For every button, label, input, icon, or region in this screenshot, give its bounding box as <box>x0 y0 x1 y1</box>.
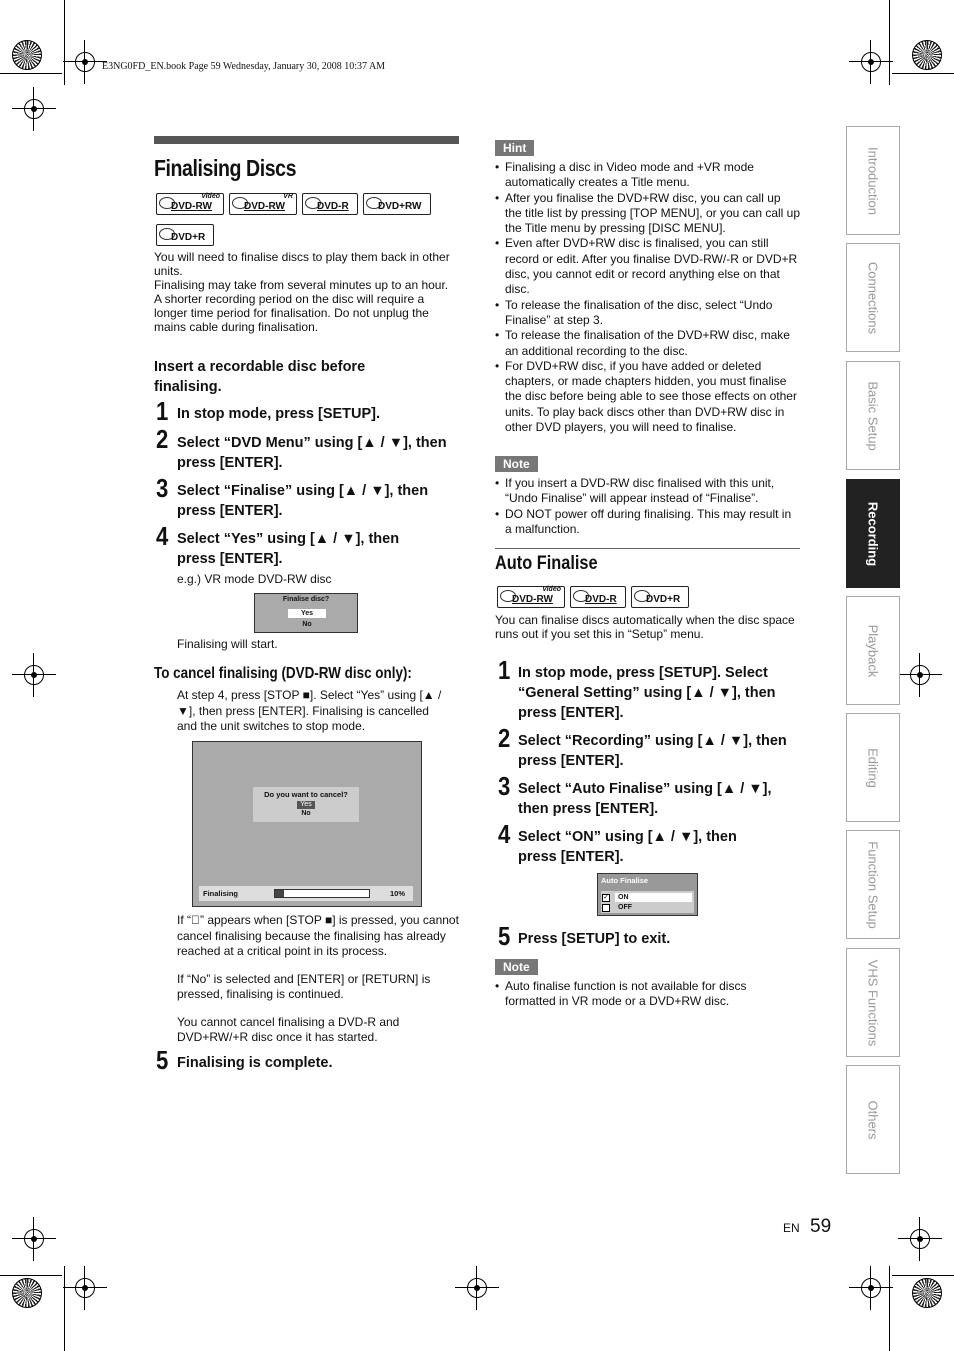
registration-rosette <box>12 40 42 70</box>
dvd-r-logo: DVD-R <box>570 586 626 608</box>
crosshair-mark <box>63 40 107 84</box>
off-option[interactable] <box>601 903 694 912</box>
crop-line <box>0 1275 62 1276</box>
dvd-rw-video-logo: Video DVD-RW <box>497 586 565 608</box>
print-header: E3NG0FD_EN.book Page 59 Wednesday, January 30, 2008 10:37 AM <box>102 61 386 72</box>
crosshair-mark <box>12 653 56 697</box>
cancel-notes: If “⃠” appears when [STOP ■] is pressed, you cannot cancel finalising because the finalising has already reached at a critical point in its process. If “No” is selected and [ENTER] or [RETURN] is pressed, finalising is continued. You cannot cancel finalising a DVD-R and DVD+RW/+R disc once it has started. <box>177 913 459 1044</box>
page-title: Finalising Discs <box>154 155 297 181</box>
step-text: Press [SETUP] to exit. <box>518 931 671 947</box>
step-number: 3 <box>498 771 511 801</box>
progress-bar <box>274 889 370 898</box>
cancel-dialog-screen <box>192 741 422 907</box>
tab-editing[interactable]: Editing <box>846 713 900 822</box>
auto-intro: You can finalise discs automatically when the disc space runs out if you set this in “Setup” menu. <box>495 613 795 641</box>
crosshair-mark <box>12 87 56 131</box>
title-bar <box>154 136 459 144</box>
hint-label: Hint <box>495 140 534 156</box>
page-language: EN <box>783 1221 800 1235</box>
cancel-dialog-box <box>253 787 359 822</box>
crosshair-mark <box>455 1266 499 1310</box>
note-label: Note <box>495 959 538 975</box>
example-caption: e.g.) VR mode DVD-RW disc <box>177 572 332 586</box>
crop-line <box>889 1266 890 1351</box>
section-title: Auto Finalise <box>495 553 598 574</box>
step-number: 1 <box>498 655 511 685</box>
progress-label: Finalising <box>203 889 239 898</box>
step-text: Select “DVD Menu” using [▲ / ▼], then press [ENTER]. <box>177 435 447 471</box>
step-number: 2 <box>156 424 169 454</box>
crosshair-mark <box>849 40 893 84</box>
dvd-rw-video-logo: Video DVD-RW <box>156 193 224 215</box>
progress-fill <box>275 890 284 897</box>
step-number: 4 <box>498 819 511 849</box>
crop-line <box>892 1275 954 1276</box>
cancel-heading: To cancel finalising (DVD-RW disc only): <box>154 665 412 682</box>
dvd-r-logo: DVD-R <box>302 193 358 215</box>
intro-text: You will need to finalise discs to play them back in other units. Finalising may take from several minutes up to an hour. A shorter recording period on the disc will require a longer time period for finalisation. Do not unplug the mains cable during finalisation. <box>154 250 450 334</box>
progress-percent: 10% <box>389 889 405 898</box>
dvd-plus-rw-logo: DVD+RW <box>363 193 431 215</box>
crop-line <box>0 73 62 74</box>
tab-others[interactable]: Others <box>846 1065 900 1174</box>
step-number: 5 <box>498 921 511 951</box>
no-option[interactable]: No <box>302 621 312 628</box>
progress-strip <box>199 886 413 901</box>
checkbox-empty-icon <box>602 904 610 912</box>
menu-title: Auto Finalise <box>601 876 649 885</box>
note-label: Note <box>495 456 538 472</box>
step-number: 5 <box>156 1045 169 1075</box>
tab-introduction[interactable]: Introduction <box>846 126 900 235</box>
crop-line <box>64 1266 65 1351</box>
step-text: Select “Recording” using [▲ / ▼], then press [ENTER]. <box>518 733 787 769</box>
dvd-plus-r-logo: DVD+R <box>156 224 214 246</box>
step-number: 2 <box>498 723 511 753</box>
will-start-text: Finalising will start. <box>177 637 278 651</box>
step-text: Select “ON” using [▲ / ▼], then press [ENTER]. <box>518 829 737 865</box>
cancel-text: At step 4, press [STOP ■]. Select “Yes” using [▲ / ▼], then press [ENTER]. Finalising is cancelled and the unit switches to stop mode. <box>177 688 442 733</box>
step-number: 1 <box>156 396 169 426</box>
dvd-rw-vr-logo: VR DVD-RW <box>229 193 297 215</box>
crop-line <box>892 73 954 74</box>
crop-line <box>889 0 890 85</box>
off-option-label: OFF <box>618 904 632 911</box>
tab-basic-setup[interactable]: Basic Setup <box>846 361 900 470</box>
step-text: Select “Yes” using [▲ / ▼], then press [ENTER]. <box>177 531 400 567</box>
crosshair-mark <box>898 653 942 697</box>
yes-option[interactable]: Yes <box>297 801 315 809</box>
page-number: 59 <box>810 1216 832 1237</box>
checkbox-checked-icon: ✓ <box>603 894 609 901</box>
crosshair-mark <box>898 1217 942 1261</box>
dialog-title: Do you want to cancel? <box>264 790 348 799</box>
step-number: 4 <box>156 521 169 551</box>
tab-function-setup[interactable]: Function Setup <box>846 830 900 939</box>
hint-list: • Finalising a disc in Video mode and +VR mode automatically creates a Title menu. • After you finalise the DVD+RW disc, you can call up the title list by pressing [TOP MENU], or you can call up the Title menu by pressing [DISC MENU]. • Even after DVD+RW disc is finalised, you can still record or edit. After you finalise DVD-RW/-R or DVD+R disc, you cannot edit or record anything else on that disc. • To release the finalisation of the disc, select “Undo Finalise” at step 3. • To release the finalisation of the DVD+RW disc, make an additional recording to the disc. • For DVD+RW disc, if you have added or deleted chapters, or made chapters hidden, you must finalise the disc before being able to see those effects on other units. To play back discs other than DVD+RW disc in other DVD players, you will need to finalise. <box>495 160 800 435</box>
dvd-plus-r-logo: DVD+R <box>631 586 689 608</box>
tab-playback[interactable]: Playback <box>846 596 900 705</box>
tab-recording[interactable]: Recording <box>846 479 900 588</box>
note-list: • If you insert a DVD-RW disc finalised with this unit, “Undo Finalise” will appear instead of “Finalise”. • DO NOT power off during finalising. This may result in a malfunction. <box>495 476 800 537</box>
insert-heading: Insert a recordable disc before finalising. <box>154 359 366 395</box>
crosshair-mark <box>12 1217 56 1261</box>
crosshair-mark <box>63 1266 107 1310</box>
on-option-label: ON <box>615 893 692 902</box>
section-divider <box>495 548 800 549</box>
menu-options <box>601 891 694 913</box>
no-option[interactable]: No <box>301 810 311 817</box>
note-list: • Auto finalise function is not available for discs formatted in VR mode or a DVD+RW disc. <box>495 979 785 1010</box>
registration-rosette <box>12 1278 42 1308</box>
step-text: Finalising is complete. <box>177 1055 333 1071</box>
tab-vhs-functions[interactable]: VHS Functions <box>846 948 900 1057</box>
registration-rosette <box>912 40 942 70</box>
dialog-title: Finalise disc? <box>282 596 330 603</box>
on-option[interactable] <box>601 893 694 902</box>
step-text: Select “Finalise” using [▲ / ▼], then press [ENTER]. <box>177 483 429 519</box>
finalise-dialog-screen <box>254 593 358 633</box>
yes-option[interactable]: Yes <box>288 609 326 618</box>
crosshair-mark <box>849 1266 893 1310</box>
step-text: In stop mode, press [SETUP]. <box>177 406 381 422</box>
step-number: 3 <box>156 473 169 503</box>
auto-finalise-menu-screen <box>597 873 698 916</box>
tab-connections[interactable]: Connections <box>846 243 900 352</box>
registration-rosette <box>912 1278 942 1308</box>
step-text: In stop mode, press [SETUP]. Select “General Setting” using [▲ / ▼], then press [ENTER]. <box>518 665 776 721</box>
step-text: Select “Auto Finalise” using [▲ / ▼], then press [ENTER]. <box>518 781 772 817</box>
crop-line <box>64 0 65 85</box>
